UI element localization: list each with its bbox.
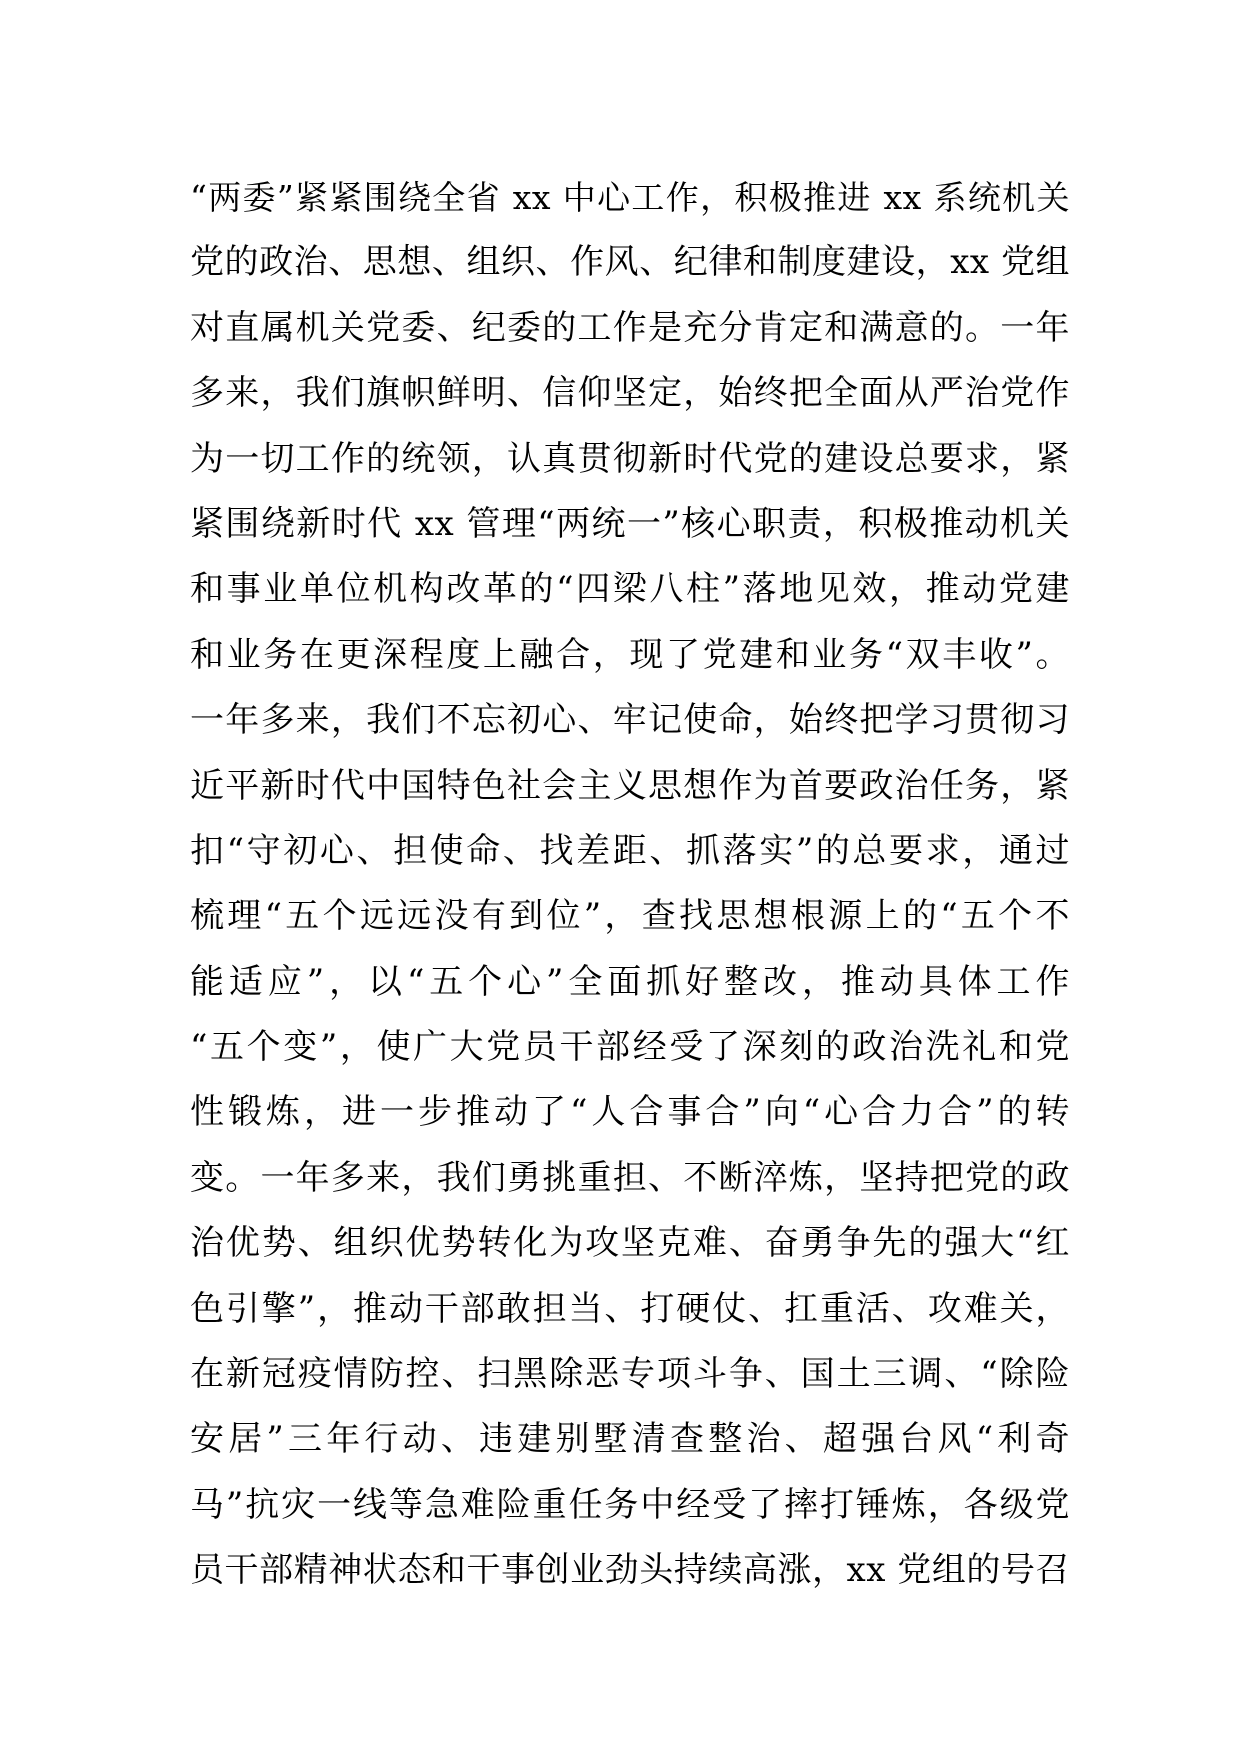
body-paragraph <box>190 165 1070 1604</box>
text-line: 近平新时代中国特色社会主义思想作为首要政治任务，紧 <box>190 765 1070 806</box>
text-line: 梳理“五个远远没有到位”，查找思想根源上的“五个不 <box>190 896 1070 937</box>
text-line: “五个变”，使广大党员干部经受了深刻的政治洗礼和党 <box>190 1027 1070 1068</box>
text-line: 和事业单位机构改革的“四梁八柱”落地见效，推动党建 <box>190 569 1070 610</box>
text-line: 在新冠疫情防控、扫黑除恶专项斗争、国土三调、“除险 <box>190 1354 1070 1395</box>
text-line: 多来，我们旗帜鲜明、信仰坚定，始终把全面从严治党作 <box>190 373 1070 414</box>
text-line: 马”抗灾一线等急难险重任务中经受了摔打锤炼，各级党 <box>190 1484 1070 1525</box>
text-line: 治优势、组织优势转化为攻坚克难、奋勇争先的强大“红 <box>190 1223 1070 1264</box>
text-line: 能适应”，以“五个心”全面抓好整改，推动具体工作 <box>190 961 1070 1002</box>
text-line: 变。一年多来，我们勇挑重担、不断淬炼，坚持把党的政 <box>190 1157 1070 1198</box>
text-line: 员干部精神状态和干事创业劲头持续高涨，xx 党组的号召 <box>190 1550 1070 1591</box>
text-line: 和业务在更深程度上融合，现了党建和业务“双丰收”。 <box>190 634 1070 675</box>
text-line: 安居”三年行动、违建别墅清查整治、超强台风“利奇 <box>190 1419 1070 1460</box>
text-line: 色引擎”，推动干部敢担当、打硬仗、扛重活、攻难关， <box>190 1288 1070 1329</box>
text-line: 党的政治、思想、组织、作风、纪律和制度建设，xx 党组 <box>190 242 1070 283</box>
text-line: 为一切工作的统领，认真贯彻新时代党的建设总要求，紧 <box>190 438 1070 479</box>
text-line: 扣“守初心、担使命、找差距、抓落实”的总要求，通过 <box>190 830 1070 871</box>
text-line: 紧围绕新时代 xx 管理“两统一”核心职责，积极推动机关 <box>190 503 1070 544</box>
text-line: “两委”紧紧围绕全省 xx 中心工作，积极推进 xx 系统机关 <box>190 178 1070 217</box>
text-line: 性锻炼，进一步推动了“人合事合”向“心合力合”的转 <box>190 1092 1070 1133</box>
text-line: 一年多来，我们不忘初心、牢记使命，始终把学习贯彻习 <box>190 700 1070 741</box>
text-line: 对直属机关党委、纪委的工作是充分肯定和满意的。一年 <box>190 307 1070 348</box>
